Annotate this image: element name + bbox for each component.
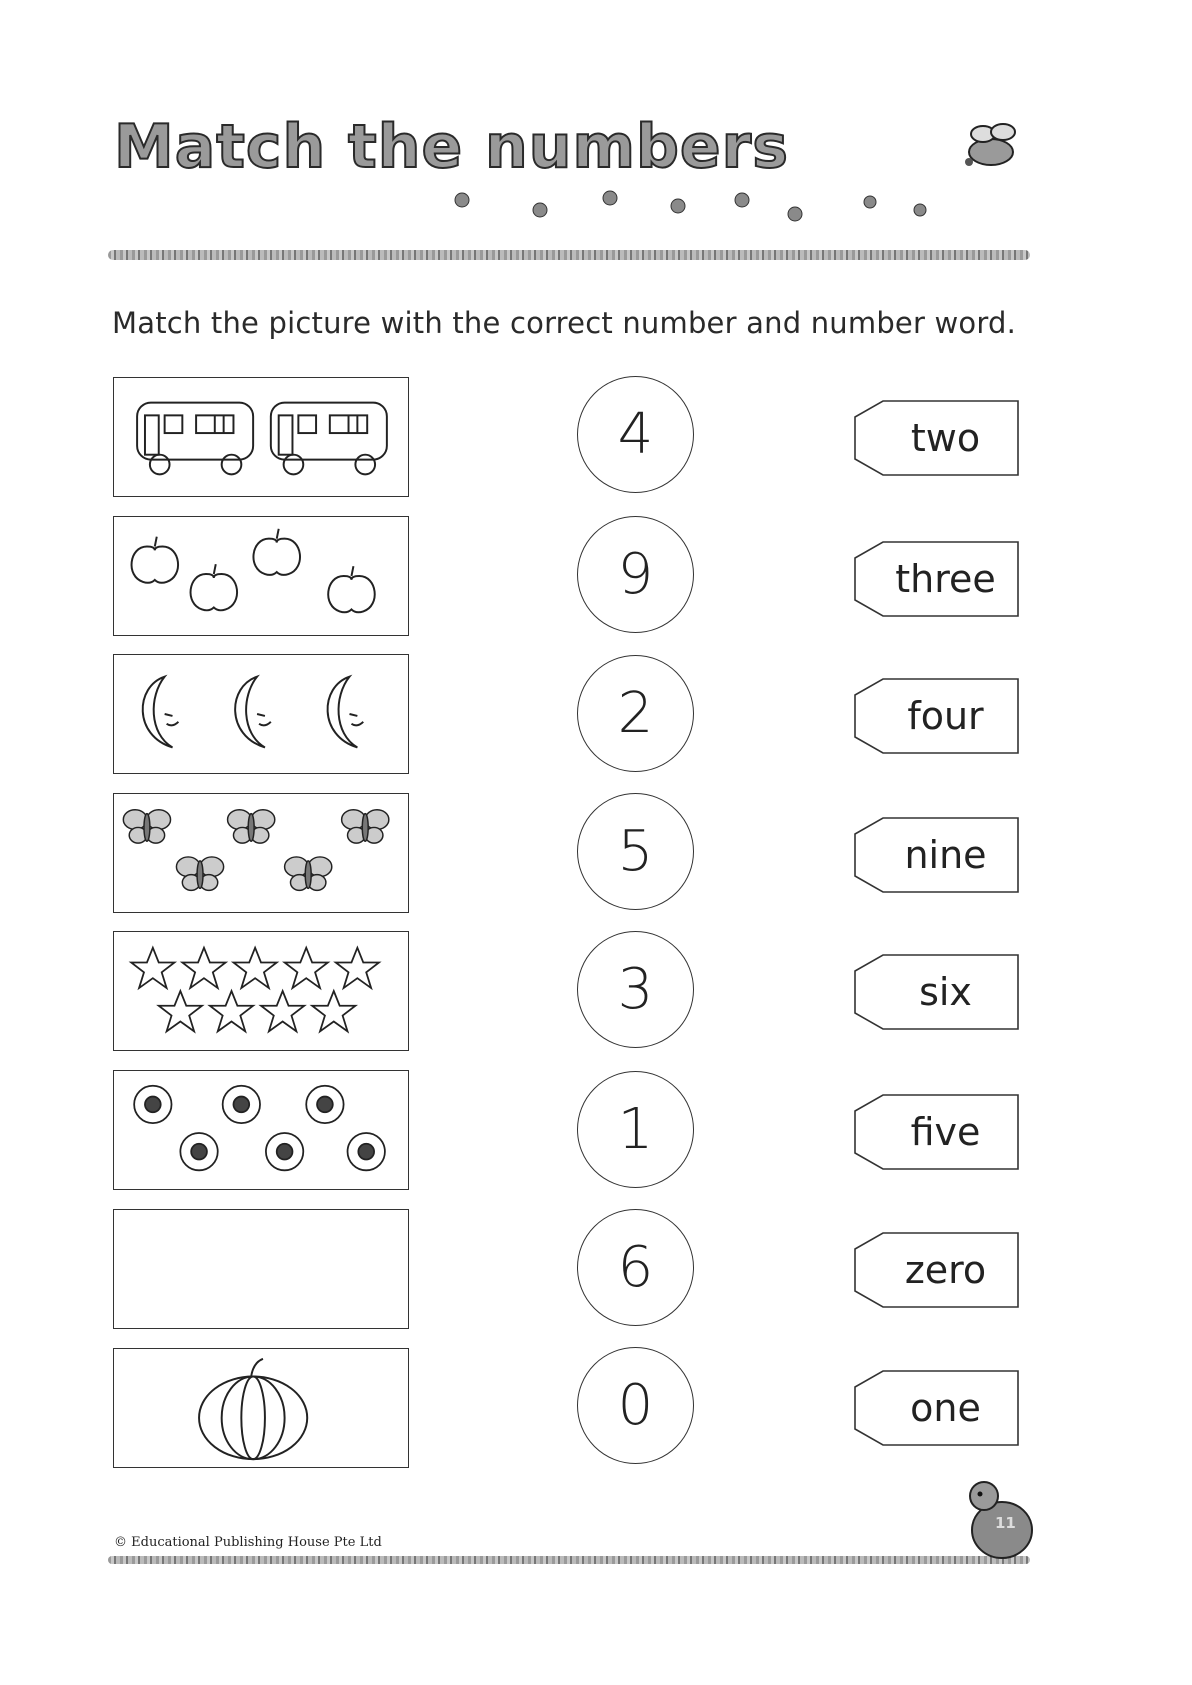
number-circle[interactable]: 0 [577, 1347, 694, 1464]
number-circle[interactable]: 1 [577, 1071, 694, 1188]
star-icon [114, 932, 408, 1050]
picture-apples[interactable] [113, 516, 409, 636]
picture-butterflies[interactable] [113, 793, 409, 913]
word-label: three [895, 557, 996, 601]
flower-trail-decoration [450, 180, 960, 230]
word-tag[interactable] [853, 1231, 1020, 1309]
number-circle[interactable]: 9 [577, 516, 694, 633]
word-label: zero [904, 1248, 987, 1292]
picture-buses[interactable] [113, 377, 409, 497]
word-tag[interactable] [853, 816, 1020, 894]
footer-divider [108, 1556, 1030, 1564]
instruction-text: Match the picture with the correct number and number word. [112, 306, 1017, 340]
pumpkin-icon [114, 1349, 408, 1467]
word-tag[interactable] [853, 677, 1020, 755]
number-circle[interactable]: 5 [577, 793, 694, 910]
picture-empty[interactable] [113, 1209, 409, 1329]
copyright-text: © Educational Publishing House Pte Ltd [114, 1535, 382, 1550]
word-label: two [910, 416, 981, 460]
word-label: six [919, 970, 972, 1014]
picture-moons[interactable] [113, 654, 409, 774]
butterfly-icon [114, 794, 408, 912]
football-icon [114, 1071, 408, 1189]
word-label: nine [904, 833, 987, 877]
picture-pumpkin[interactable] [113, 1348, 409, 1468]
moon-icon [114, 655, 408, 773]
word-label: four [907, 694, 984, 738]
word-tag[interactable] [853, 1093, 1020, 1171]
word-label: five [910, 1110, 981, 1154]
word-tag[interactable] [853, 1369, 1020, 1447]
bus-icon [114, 378, 408, 496]
number-circle[interactable]: 6 [577, 1209, 694, 1326]
page-title: Match the numbers [114, 112, 789, 182]
word-label: one [910, 1386, 981, 1430]
header-divider [108, 250, 1030, 260]
picture-stars[interactable] [113, 931, 409, 1051]
word-tag[interactable] [853, 540, 1020, 618]
bee-icon [955, 118, 1025, 178]
picture-footballs[interactable] [113, 1070, 409, 1190]
word-tag[interactable] [853, 399, 1020, 477]
number-circle[interactable]: 3 [577, 931, 694, 1048]
word-tag[interactable] [853, 953, 1020, 1031]
number-circle[interactable]: 4 [577, 376, 694, 493]
number-circle[interactable]: 2 [577, 655, 694, 772]
apple-icon [114, 517, 408, 635]
page-number: 11 [995, 1514, 1016, 1532]
